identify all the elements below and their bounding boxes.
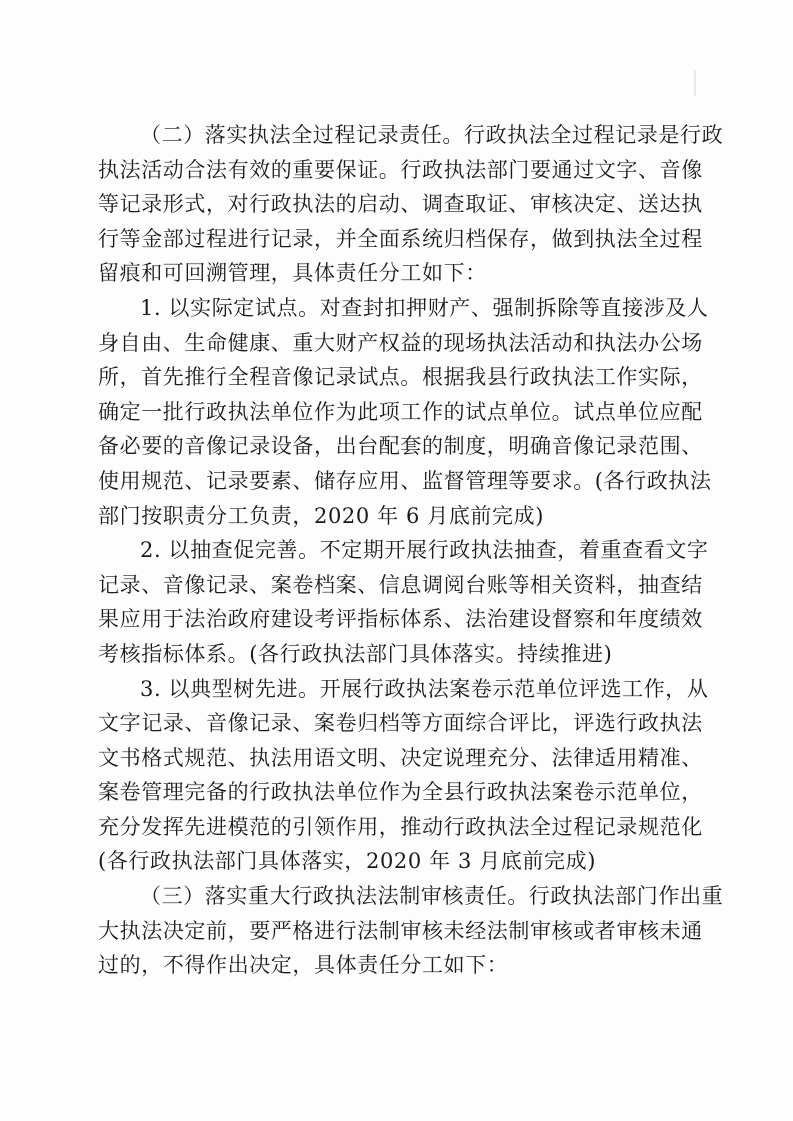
text-line: 2. 以抽查促完善。不定期开展行政执法抽查，着重查看文字 — [140, 538, 709, 563]
item-2-paragraph — [98, 533, 709, 671]
text-line: 果应用于法治政府建设考评指标体系、法治建设督察和年度绩效 — [98, 607, 703, 632]
text-line: 3. 以典型树先进。开展行政执法案卷示范单位评选工作，从 — [140, 676, 709, 701]
item-3-paragraph — [98, 672, 709, 880]
text-line: 1. 以实际定试点。对查封扣押财产、强制拆除等直接涉及人 — [140, 295, 709, 320]
document-body — [98, 118, 724, 983]
text-line: 记录、音像记录、案卷档案、信息调阅台账等相关资料，抽查结 — [98, 572, 703, 597]
text-line: 行等金部过程进行记录，并全面系统归档保存，做到执法全过程 — [98, 226, 703, 251]
text-line: 身自由、生命健康、重大财产权益的现场执法活动和执法办公场 — [98, 330, 703, 355]
section-3-paragraph — [98, 879, 724, 983]
text-line: 案卷管理完备的行政执法单位作为全县行政执法案卷示范单位， — [98, 780, 703, 805]
text-line: 所，首先推行全程音像记录试点。根据我县行政执法工作实际， — [98, 365, 703, 390]
text-line: 确定一批行政执法单位作为此项工作的试点单位。试点单位应配 — [98, 399, 703, 424]
text-line: 大执法决定前，要严格进行法制审核未经法制审核或者审核未通 — [98, 918, 703, 943]
text-line: (各行政执法部门具体落实，2020 年 3 月底前完成) — [98, 849, 597, 874]
item-1-paragraph — [98, 291, 712, 533]
text-line: 充分发挥先进模范的引领作用，推动行政执法全过程记录规范化 — [98, 814, 703, 839]
text-line: 等记录形式，对行政执法的启动、调查取证、审核决定、送达执 — [98, 192, 703, 217]
text-line: （二）落实执法全过程记录责任。行政执法全过程记录是行政 — [140, 123, 724, 147]
text-line: 留痕和可回溯管理，具体责任分工如下： — [98, 261, 487, 286]
text-line: 使用规范、记录要素、储存应用、监督管理等要求。(各行政执法 — [98, 468, 712, 493]
text-line: 备必要的音像记录设备，出台配套的制度，明确音像记录范围、 — [98, 434, 703, 459]
text-line: （三）落实重大行政执法法制审核责任。行政执法部门作出重 — [140, 884, 724, 909]
text-line: 过的，不得作出决定，具体责任分工如下： — [98, 953, 509, 978]
section-2-paragraph — [98, 118, 724, 291]
text-line: 文书格式规范、执法用语文明、决定说理充分、法律适用精准、 — [98, 745, 703, 770]
text-line: 考核指标体系。(各行政执法部门具体落实。持续推进) — [98, 641, 613, 666]
scan-edge-mark — [694, 70, 696, 96]
text-line: 部门按职责分工负责，2020 年 6 月底前完成) — [98, 503, 545, 528]
text-line: 执法活动合法有效的重要保证。行政执法部门要通过文字、音像 — [98, 157, 703, 182]
text-line: 文字记录、音像记录、案卷归档等方面综合评比，评选行政执法 — [98, 711, 703, 736]
